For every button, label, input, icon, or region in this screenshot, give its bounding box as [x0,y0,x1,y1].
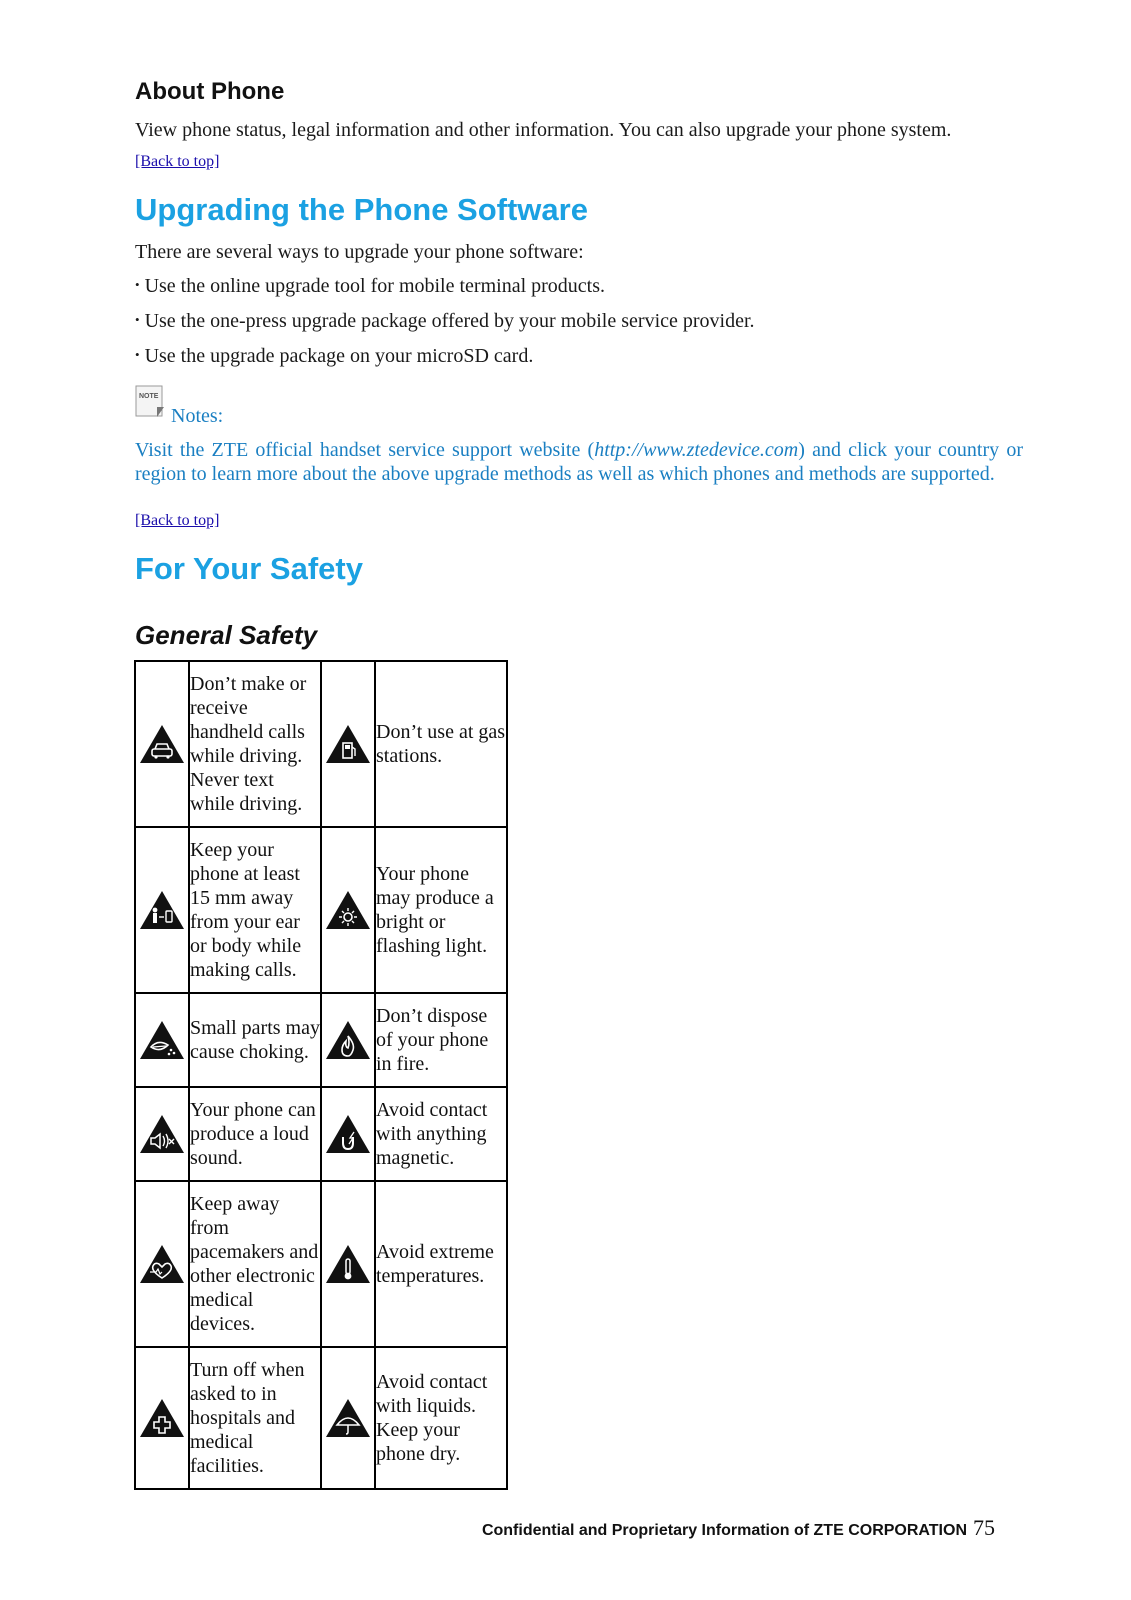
table-cell-text: Don’t make or receive handheld calls while driving. Never text while driving. [189,661,321,827]
table-cell-text: Don’t dispose of your phone in fire. [375,993,507,1087]
bright-light-warning-icon [324,889,372,931]
table-cell-icon [321,1181,375,1347]
general-safety-heading: General Safety [135,620,318,650]
table-cell-text: Keep away from pacemakers and other electronic medical devices. [189,1181,321,1347]
footer-text: Confidential and Proprietary Information of ZTE CORPORATION [481,1522,967,1539]
list-item-text: Use the one-press upgrade package offered by your mobile service provider. [144,310,755,332]
list-item: • Use the upgrade package on your microSD card. [135,345,534,367]
loud-sound-warning-icon [138,1113,186,1155]
choking-warning-icon [138,1019,186,1061]
body-distance-warning-icon [138,889,186,931]
table-row [135,1087,507,1181]
table-row [135,827,507,993]
table-cell-text: Keep your phone at least 15 mm away from your ear or body while making calls. [189,827,321,993]
note-icon [135,385,165,419]
list-item: • Use the one-press upgrade package offered by your mobile service provider. [135,310,755,332]
table-row [135,993,507,1087]
umbrella-warning-icon [324,1397,372,1439]
back-to-top-link-2[interactable]: [Back to top] [135,512,220,529]
table-cell-icon [321,827,375,993]
table-row [135,1347,507,1489]
table-cell-text: Your phone may produce a bright or flashing light. [375,827,507,993]
table-cell-icon [321,1347,375,1489]
list-item-text: Use the online upgrade tool for mobile terminal products. [144,275,606,297]
table-row [135,661,507,827]
table-cell-icon [135,827,189,993]
upgrade-intro: There are several ways to upgrade your phone software: [135,241,584,263]
fire-warning-icon [324,1019,372,1061]
table-cell-icon [321,661,375,827]
safety-heading: For Your Safety [135,551,363,586]
table-cell-icon [135,1181,189,1347]
table-cell-icon [135,1087,189,1181]
note-text-part: ) and click your country or region to learn more about the above upgrade methods as well as which phones and methods are supported. [135,439,1023,485]
table-cell-icon [321,993,375,1087]
table-cell-text: Small parts may cause choking. [189,993,321,1087]
svg-text:NOTE: NOTE [139,393,159,400]
back-to-top-link-1[interactable]: [Back to top] [135,153,220,170]
table-cell-text: Avoid extreme temperatures. [375,1181,507,1347]
table-row [135,1181,507,1347]
about-phone-text: View phone status, legal information and other information. You can also upgrade your phone system. [135,119,952,141]
magnet-warning-icon [324,1113,372,1155]
thermometer-warning-icon [324,1243,372,1285]
ztedevice-link[interactable]: http://www.ztedevice.com [594,439,799,461]
table-cell-text: Don’t use at gas stations. [375,661,507,827]
table-cell-text: Your phone can produce a loud sound. [189,1087,321,1181]
table-cell-text: Avoid contact with anything magnetic. [375,1087,507,1181]
list-item-text: Use the upgrade package on your microSD card. [144,345,534,367]
page-number: 75 [973,1515,995,1540]
table-cell-icon [321,1087,375,1181]
upgrading-heading: Upgrading the Phone Software [135,192,588,227]
about-phone-heading: About Phone [135,78,285,105]
note-text-part: Visit the ZTE official handset service support website ( [135,439,595,461]
note-text [135,438,1023,486]
page-footer [482,1515,995,1541]
table-cell-text: Avoid contact with liquids. Keep your phone dry. [375,1347,507,1489]
car-warning-icon [138,723,186,765]
list-item: • Use the online upgrade tool for mobile terminal products. [135,275,606,297]
table-cell-text: Turn off when asked to in hospitals and medical facilities. [189,1347,321,1489]
pacemaker-warning-icon [138,1243,186,1285]
gas-pump-warning-icon [324,723,372,765]
table-cell-icon [135,993,189,1087]
notes-label: Notes: [171,405,224,427]
hospital-warning-icon [138,1397,186,1439]
table-cell-icon [135,661,189,827]
table-cell-icon [135,1347,189,1489]
safety-table [134,660,508,1490]
